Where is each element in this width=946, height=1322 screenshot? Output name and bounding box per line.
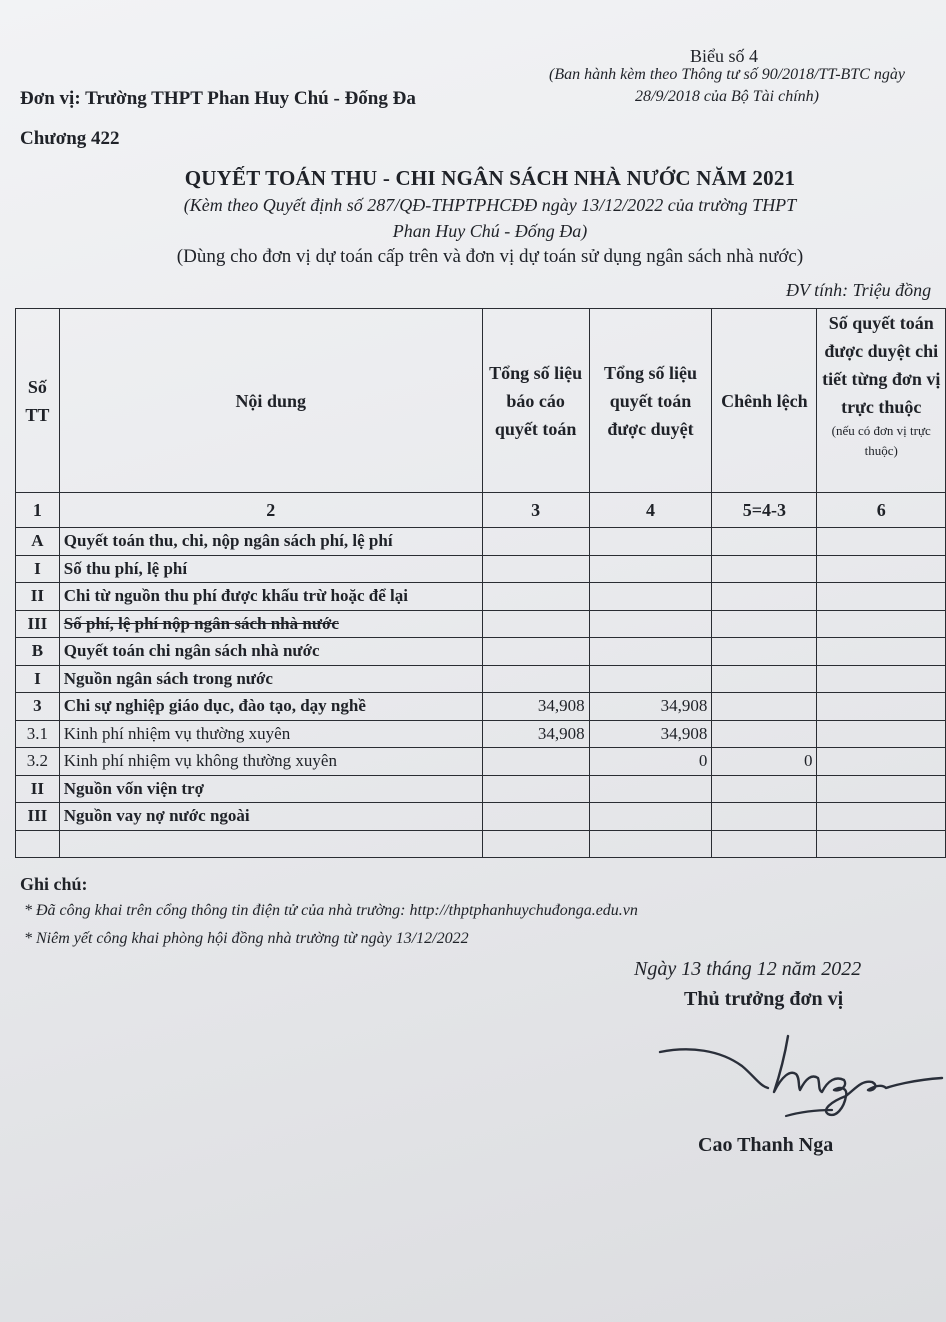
row-stt: III xyxy=(16,610,60,638)
row-diff xyxy=(712,720,817,748)
attached-decision: (Kèm theo Quyết định số 287/QĐ-THPTPHCĐĐ ngày 13/12/2022 của trường THPT Phan Huy Chú - Đống Đa) xyxy=(183,195,797,241)
header-row xyxy=(16,309,946,493)
row-detail xyxy=(817,748,946,776)
row-approved: 34,908 xyxy=(589,720,712,748)
row-reported: 34,908 xyxy=(482,720,589,748)
row-content: Số phí, lệ phí nộp ngân sách nhà nước xyxy=(59,610,482,638)
header-content: Nội dung xyxy=(59,309,482,493)
row-content: Số thu phí, lệ phí xyxy=(59,555,482,583)
row-content: Kinh phí nhiệm vụ không thường xuyên xyxy=(59,748,482,776)
row-reported xyxy=(482,555,589,583)
table-row xyxy=(16,583,946,611)
row-stt: I xyxy=(16,555,60,583)
row-approved xyxy=(589,528,712,556)
row-detail xyxy=(817,803,946,831)
signature-date: Ngày 13 tháng 12 năm 2022 xyxy=(634,958,862,980)
row-content: Chi sự nghiệp giáo dục, đào tạo, dạy nghề xyxy=(59,693,482,721)
signature-role: Thủ trưởng đơn vị xyxy=(684,988,844,1010)
index-cell: 5=4-3 xyxy=(712,493,817,528)
table-row xyxy=(16,720,946,748)
row-diff xyxy=(712,830,817,858)
issued-note: (Ban hành kèm theo Thông tư số 90/2018/TT-BTC ngày 28/9/2018 của Bộ Tài chính) xyxy=(549,66,905,105)
row-stt: 3.1 xyxy=(16,720,60,748)
row-detail xyxy=(817,775,946,803)
row-approved: 0 xyxy=(589,748,712,776)
row-detail xyxy=(817,610,946,638)
index-cell: 2 xyxy=(59,493,482,528)
row-stt: B xyxy=(16,638,60,666)
table-row xyxy=(16,555,946,583)
row-content: Quyết toán thu, chi, nộp ngân sách phí, lệ phí xyxy=(59,528,482,556)
row-reported xyxy=(482,748,589,776)
row-content: Nguồn ngân sách trong nước xyxy=(59,665,482,693)
row-content: Chi từ nguồn thu phí được khấu trừ hoặc để lại xyxy=(59,583,482,611)
signer-name: Cao Thanh Nga xyxy=(698,1134,834,1156)
row-detail xyxy=(817,555,946,583)
row-approved xyxy=(589,555,712,583)
budget-table xyxy=(15,308,946,858)
row-approved xyxy=(589,803,712,831)
header-diff: Chênh lệch xyxy=(712,309,817,493)
document-title: QUYẾT TOÁN THU - CHI NGÂN SÁCH NHÀ NƯỚC NĂM 2021 xyxy=(184,166,796,190)
index-cell: 1 xyxy=(16,493,60,528)
table-row xyxy=(16,803,946,831)
header-detail xyxy=(817,309,946,493)
header-detail-label: Số quyết toán được duyệt chi tiết từng đơn vị trực thuộc xyxy=(822,313,941,417)
row-detail xyxy=(817,830,946,858)
row-stt xyxy=(16,830,60,858)
index-cell: 6 xyxy=(817,493,946,528)
row-reported xyxy=(482,803,589,831)
table-row xyxy=(16,775,946,803)
row-diff xyxy=(712,803,817,831)
row-stt: 3.2 xyxy=(16,748,60,776)
row-diff xyxy=(712,638,817,666)
row-diff xyxy=(712,665,817,693)
unit-of-measure: ĐV tính: Triệu đồng xyxy=(786,280,932,300)
row-diff xyxy=(712,610,817,638)
table-row xyxy=(16,610,946,638)
row-content: Nguồn vốn viện trợ xyxy=(59,775,482,803)
row-reported xyxy=(482,830,589,858)
row-diff xyxy=(712,583,817,611)
header-stt: Số TT xyxy=(16,309,60,493)
row-detail xyxy=(817,665,946,693)
row-reported xyxy=(482,528,589,556)
row-content: Nguồn vay nợ nước ngoài xyxy=(59,803,482,831)
row-approved xyxy=(589,665,712,693)
table-row xyxy=(16,693,946,721)
table-row xyxy=(16,665,946,693)
row-detail xyxy=(817,720,946,748)
row-detail xyxy=(817,583,946,611)
row-reported xyxy=(482,610,589,638)
header-detail-note: (nếu có đơn vị trực thuộc) xyxy=(831,423,931,458)
index-row xyxy=(16,493,946,528)
row-reported xyxy=(482,583,589,611)
row-stt: II xyxy=(16,775,60,803)
table-row xyxy=(16,638,946,666)
table-row xyxy=(16,528,946,556)
row-stt: A xyxy=(16,528,60,556)
index-cell: 4 xyxy=(589,493,712,528)
row-approved: 34,908 xyxy=(589,693,712,721)
row-stt: 3 xyxy=(16,693,60,721)
table-row xyxy=(16,830,946,858)
row-detail xyxy=(817,528,946,556)
row-stt: II xyxy=(16,583,60,611)
row-diff: 0 xyxy=(712,748,817,776)
header-reported: Tổng số liệu báo cáo quyết toán xyxy=(482,309,589,493)
row-content xyxy=(59,830,482,858)
row-content: Kinh phí nhiệm vụ thường xuyên xyxy=(59,720,482,748)
handwritten-signature xyxy=(650,1030,946,1130)
note-item: * Đã công khai trên cổng thông tin điện tử của nhà trường: http://thptphanhuychuđonga.edu.vn xyxy=(24,902,638,919)
row-detail xyxy=(817,638,946,666)
row-approved xyxy=(589,583,712,611)
row-approved xyxy=(589,830,712,858)
row-stt: III xyxy=(16,803,60,831)
header-approved: Tổng số liệu quyết toán được duyệt xyxy=(589,309,712,493)
index-cell: 3 xyxy=(482,493,589,528)
note-item: * Niêm yết công khai phòng hội đồng nhà trường từ ngày 13/12/2022 xyxy=(24,930,469,947)
unit-name: Đơn vị: Trường THPT Phan Huy Chú - Đống Đa xyxy=(20,88,416,109)
row-diff xyxy=(712,555,817,583)
row-reported: 34,908 xyxy=(482,693,589,721)
row-approved xyxy=(589,638,712,666)
row-content: Quyết toán chi ngân sách nhà nước xyxy=(59,638,482,666)
row-diff xyxy=(712,528,817,556)
row-reported xyxy=(482,638,589,666)
table-row xyxy=(16,748,946,776)
form-number: Biểu số 4 xyxy=(690,46,759,66)
row-reported xyxy=(482,665,589,693)
row-diff xyxy=(712,693,817,721)
row-approved xyxy=(589,610,712,638)
usage-note: (Dùng cho đơn vị dự toán cấp trên và đơn vị dự toán sử dụng ngân sách nhà nước) xyxy=(176,246,804,267)
notes-label: Ghi chú: xyxy=(20,874,88,894)
row-detail xyxy=(817,693,946,721)
row-diff xyxy=(712,775,817,803)
row-stt: I xyxy=(16,665,60,693)
row-reported xyxy=(482,775,589,803)
chapter: Chương 422 xyxy=(20,128,120,149)
row-approved xyxy=(589,775,712,803)
